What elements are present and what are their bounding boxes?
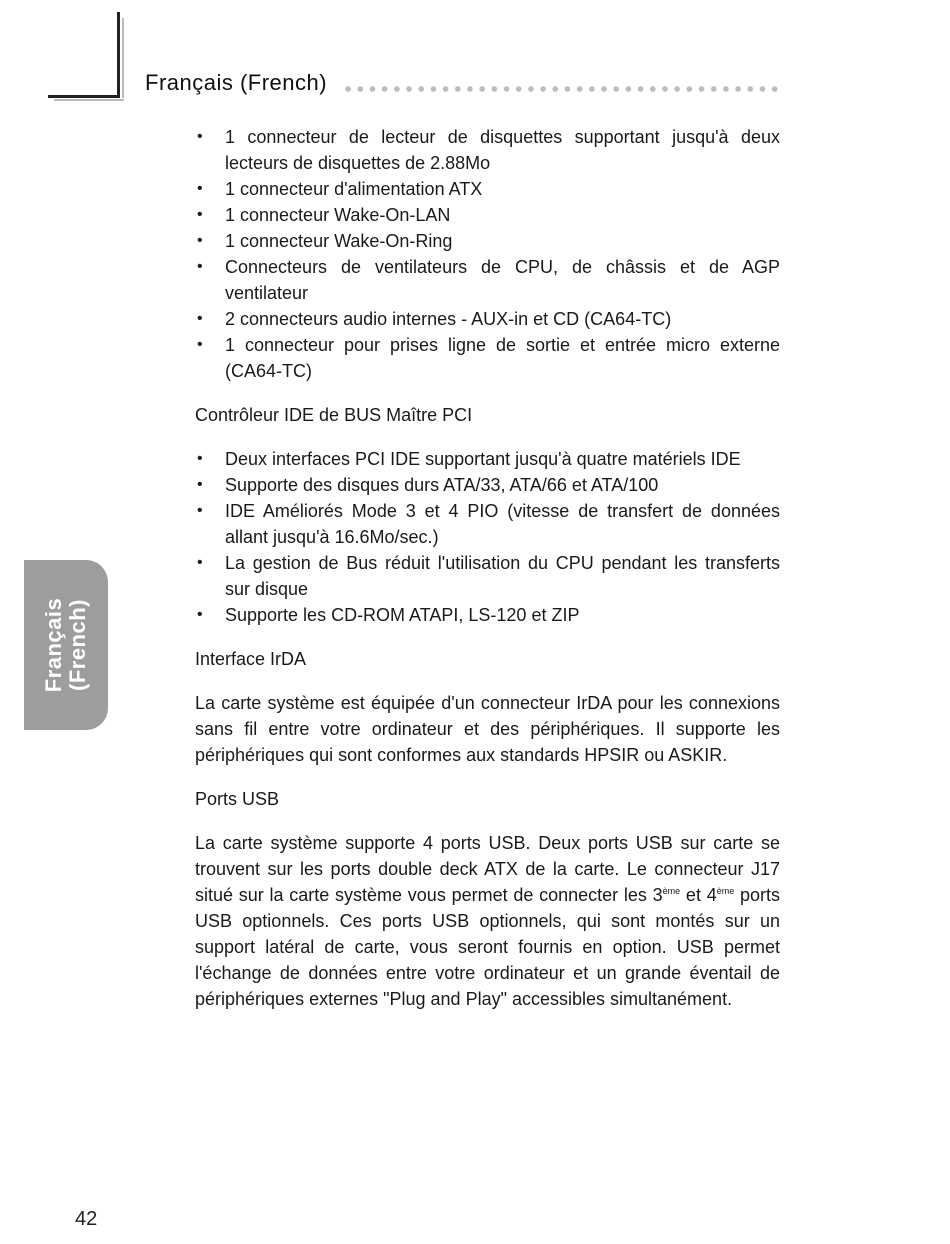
list-item: • 1 connecteur Wake-On-Ring [195, 228, 780, 254]
usb-text-part-3: ports USB optionnels. Ces ports USB optionnels, qui sont montés sur un support latéral de carte, vous seront fournis en option. USB permet l'échange de données entre votre ordinateur et un grande éventail de périphériques externes "Plug and Play" accessibles simultanément. [195, 885, 780, 1009]
header-dotted-rule [342, 85, 780, 93]
list-item: • 1 connecteur de lecteur de disquettes supportant jusqu'à deux lecteurs de disquettes de 2.88Mo [195, 124, 780, 176]
list-item: • 2 connecteurs audio internes - AUX-in et CD (CA64-TC) [195, 306, 780, 332]
list-item: • La gestion de Bus réduit l'utilisation du CPU pendant les transferts sur disque [195, 550, 780, 602]
usb-section-heading: Ports USB [195, 789, 280, 809]
page-header-title: Français (French) [145, 70, 328, 95]
connectors-list [195, 124, 780, 384]
usb-superscript-1: ème [662, 886, 681, 896]
usb-paragraph [195, 830, 780, 1012]
page-number: 42 [75, 1208, 98, 1230]
corner-horizontal-line [48, 95, 120, 98]
corner-vertical-line [117, 12, 120, 98]
list-item: • IDE Améliorés Mode 3 et 4 PIO (vitesse de transfert de données allant jusqu'à 16.6Mo/sec.) [195, 498, 780, 550]
list-item: • Connecteurs de ventilateurs de CPU, de châssis et de AGP ventilateur [195, 254, 780, 306]
usb-superscript-2: ème [716, 886, 735, 896]
usb-text-part-1: La carte système supporte 4 ports USB. Deux ports USB sur carte se trouvent sur les ports double deck ATX de la carte. Le connecteur J17 situé sur la carte système vous permet de connecter les 3 [195, 833, 780, 905]
side-tab-line-1: Français [41, 597, 66, 693]
language-side-tab [24, 560, 108, 730]
irda-paragraph: La carte système est équipée d'un connecteur IrDA pour les connexions sans fil entre votre ordinateur et des périphériques. Il supporte les périphériques qui sont conformes aux standards HPSIR ou ASKIR. [195, 693, 780, 765]
main-content [195, 124, 780, 1012]
list-item: • 1 connecteur Wake-On-LAN [195, 202, 780, 228]
corner-vertical-shadow [122, 18, 124, 98]
usb-text-part-2: et 4 [680, 885, 717, 905]
corner-horizontal-shadow [54, 99, 124, 101]
irda-section-heading: Interface IrDA [195, 649, 307, 669]
list-item: • 1 connecteur d'alimentation ATX [195, 176, 780, 202]
list-item: • Supporte des disques durs ATA/33, ATA/66 et ATA/100 [195, 472, 780, 498]
list-item: • 1 connecteur pour prises ligne de sortie et entrée micro externe (CA64-TC) [195, 332, 780, 384]
side-tab-label [42, 598, 90, 693]
ide-section-heading: Contrôleur IDE de BUS Maître PCI [195, 405, 473, 425]
side-tab-line-2: (French) [65, 599, 90, 691]
list-item: • Supporte les CD-ROM ATAPI, LS-120 et ZIP [195, 602, 780, 628]
ide-features-list [195, 446, 780, 628]
list-item: • Deux interfaces PCI IDE supportant jusqu'à quatre matériels IDE [195, 446, 780, 472]
